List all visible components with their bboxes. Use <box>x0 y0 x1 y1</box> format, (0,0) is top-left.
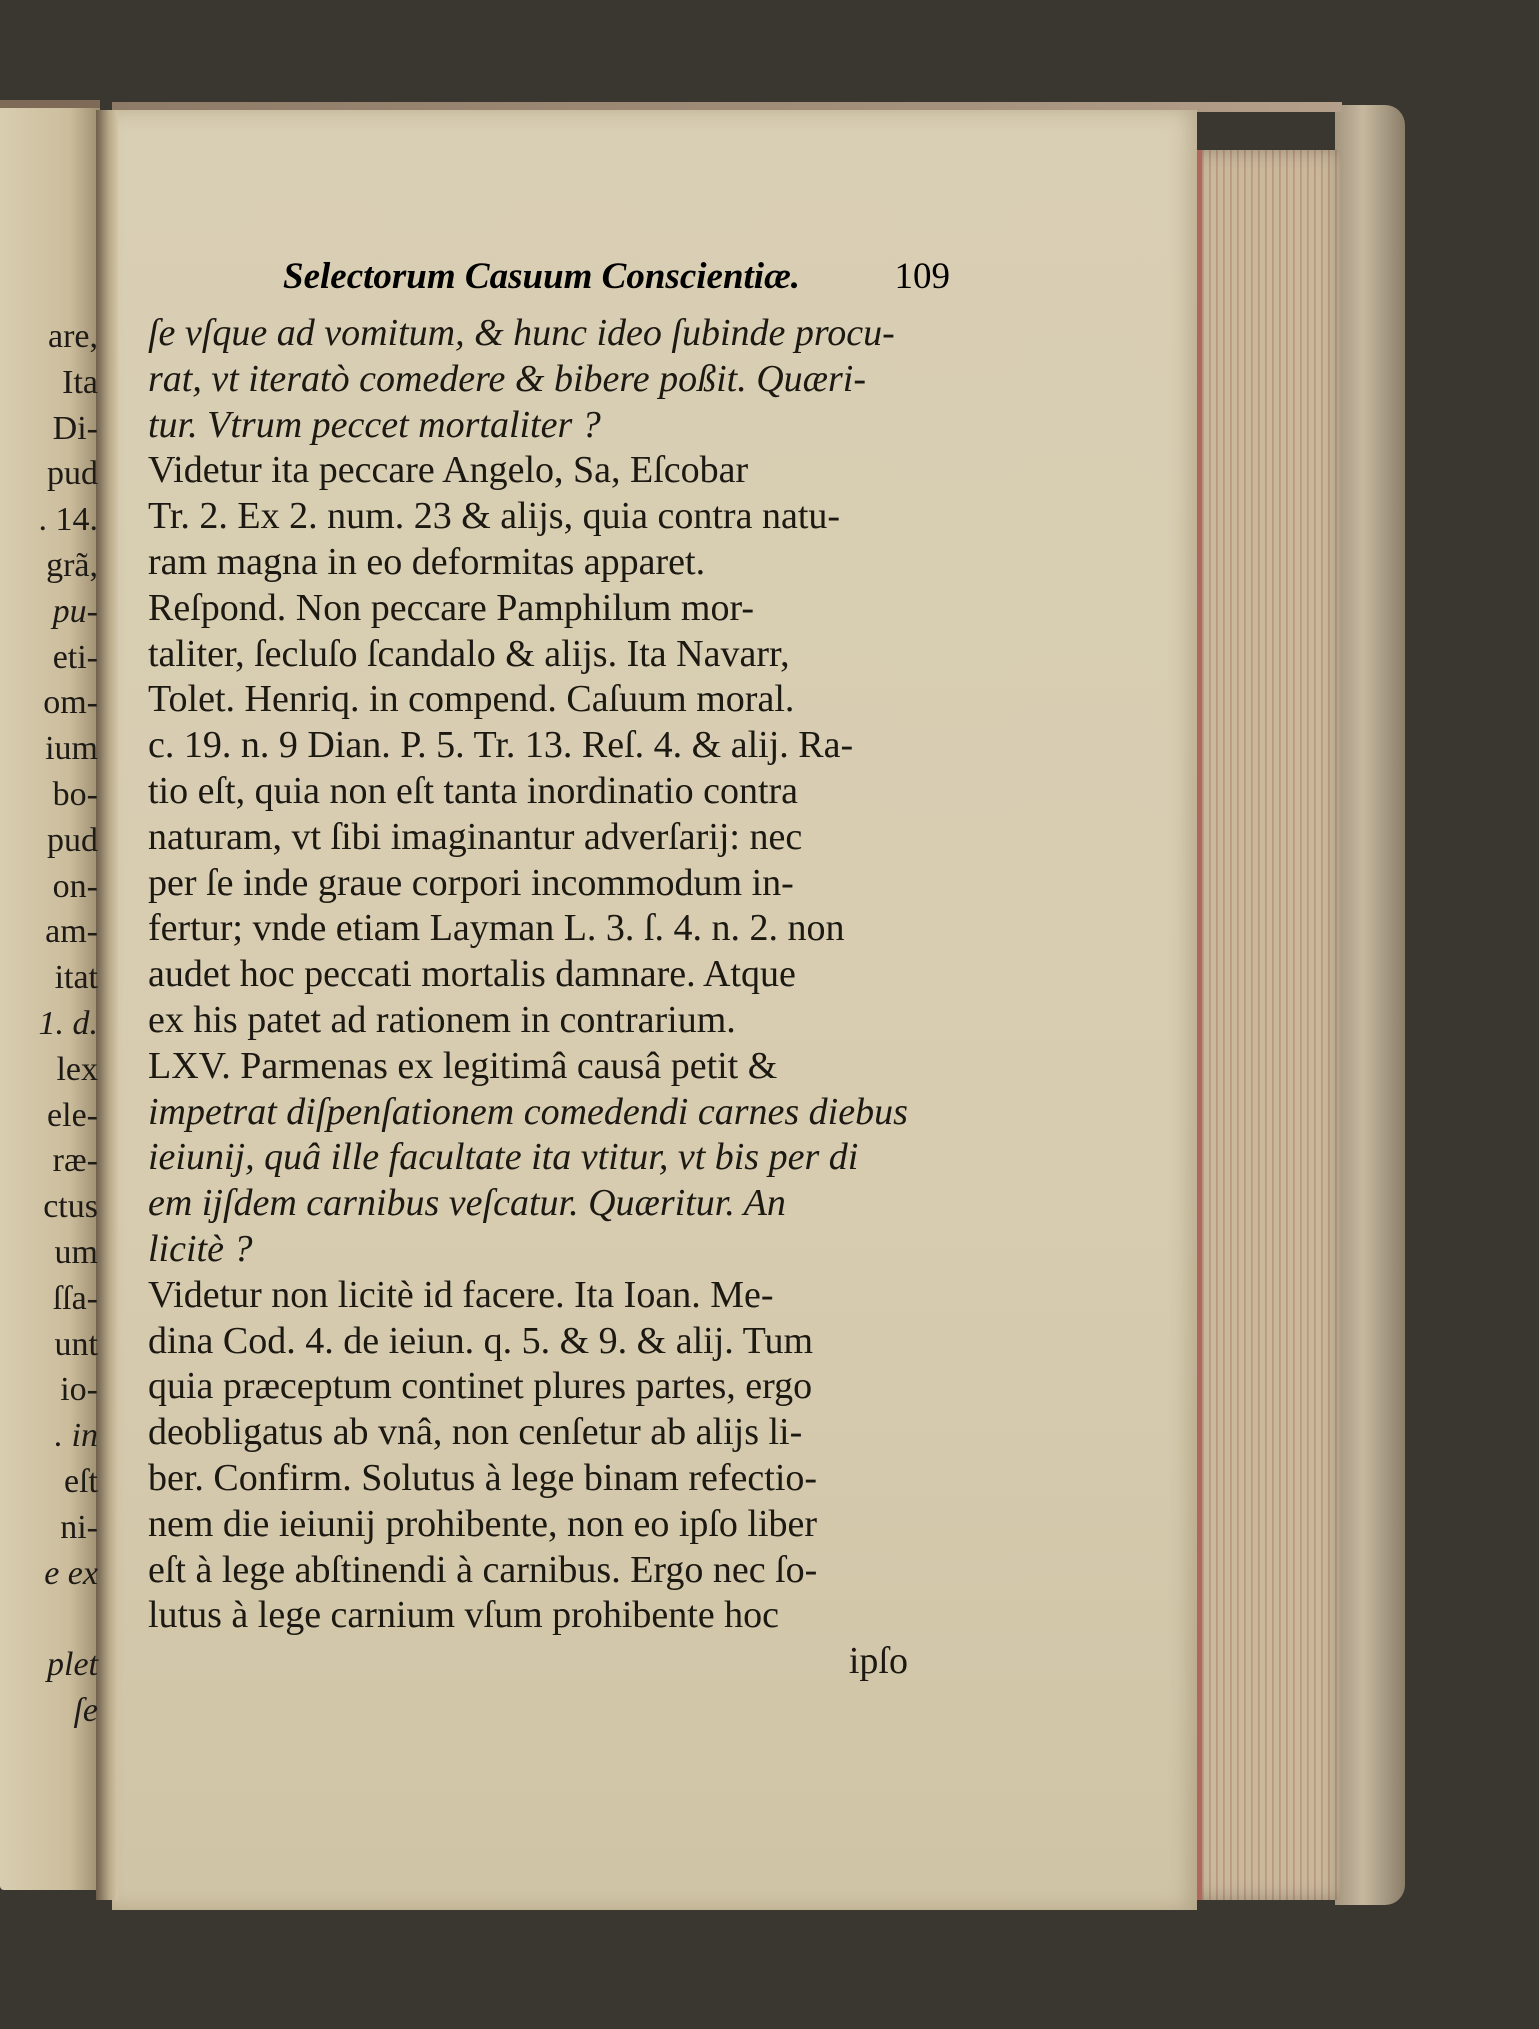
text-line: Videtur non licitè id facere. Ita Ioan. Me- <box>148 1273 774 1316</box>
text-line: impetrat diſpenſationem comedendi carnes diebus <box>148 1090 908 1133</box>
previous-page-line: bo- <box>52 776 98 813</box>
previous-page-line: pud <box>47 821 98 859</box>
text-line: dina Cod. 4. de ieiun. q. 5. & 9. & alij. Tum <box>148 1319 814 1362</box>
previous-page-line: ſſa- <box>52 1279 98 1317</box>
text-line: per ſe inde graue corpori incommodum in- <box>148 861 794 904</box>
previous-page-line: Ita <box>62 363 98 401</box>
previous-page-line: om- <box>43 684 98 722</box>
text-line: Tolet. Henriq. in compend. Caſuum moral. <box>148 678 795 721</box>
text-line: taliter, ſecluſo ſcandalo & alijs. Ita Navarr, <box>148 632 790 675</box>
previous-page-line: ium <box>45 730 98 768</box>
text-line: Reſpond. Non peccare Pamphilum mor- <box>148 586 755 629</box>
text-line: deobligatus ab vnâ, non cenſetur ab alijs li- <box>148 1411 803 1454</box>
previous-page-line: . in <box>54 1417 98 1455</box>
previous-page-line: unt <box>54 1325 98 1363</box>
previous-page-line: 1. d. <box>38 1005 98 1042</box>
previous-page-line: io- <box>60 1371 98 1409</box>
previous-page-line: ctus <box>43 1188 98 1226</box>
text-line: nem die ieiunij prohibente, non eo ipſo liber <box>148 1502 818 1545</box>
text-line: fertur; vnde etiam Layman L. 3. ſ. 4. n. 2. non <box>148 907 845 950</box>
text-line: ber. Confirm. Solutus à lege binam refectio- <box>148 1457 818 1499</box>
text-line: eſt à lege abſtinendi à carnibus. Ergo nec ſo- <box>148 1548 818 1591</box>
text-line: quia præceptum continet plures partes, ergo <box>148 1365 813 1408</box>
page-number: 109 <box>894 256 950 297</box>
previous-page-line: Di- <box>52 409 98 447</box>
previous-page-line: ele- <box>47 1096 98 1134</box>
previous-page-line: ſe <box>73 1692 98 1729</box>
text-line: lutus à lege carnium vſum prohibente hoc <box>148 1594 780 1637</box>
previous-page-line: eſt <box>64 1463 98 1500</box>
previous-page-line: on- <box>52 867 98 905</box>
text-line: Videtur ita peccare Angelo, Sa, Eſcobar <box>148 449 749 492</box>
text-line: ieiunij, quâ ille facultate ita vtitur, vt bis per di <box>148 1136 859 1179</box>
text-line: ipſo <box>848 1640 908 1683</box>
text-line: ex his patet ad rationem in contrarium. <box>148 999 736 1041</box>
previous-page-line: ræ- <box>52 1142 98 1180</box>
page-edge <box>0 100 100 108</box>
previous-page-line: plet <box>47 1646 98 1684</box>
text-line: audet hoc peccati mortalis damnare. Atque <box>148 953 796 996</box>
previous-page-line: lex <box>56 1050 98 1088</box>
text-line: tur. Vtrum peccet mortaliter ? <box>148 403 601 446</box>
text-line: licitè ? <box>148 1228 253 1270</box>
previous-page-line: pu- <box>52 592 98 630</box>
previous-page-line: grã, <box>46 547 98 584</box>
text-line: ſe vſque ad vomitum, & hunc ideo ſubinde procu- <box>148 312 895 354</box>
previous-page-line: ni- <box>60 1508 98 1546</box>
text-line: rat, vt iteratò comedere & bibere poßit. Quæri- <box>148 357 867 400</box>
text-line: Tr. 2. Ex 2. num. 23 & alijs, quia contra natu- <box>148 495 841 538</box>
text-line: tio eſt, quia non eſt tanta inordinatio contra <box>148 770 799 812</box>
text-line: c. 19. n. 9 Dian. P. 5. Tr. 13. Reſ. 4. & alij. Ra- <box>148 724 854 767</box>
book-cover-edge <box>1335 105 1405 1905</box>
previous-page-line: itat <box>54 959 98 997</box>
page-header <box>148 255 948 303</box>
text-line: LXV. Parmenas ex legitimâ causâ petit & <box>148 1044 778 1087</box>
previous-page-line: are, <box>47 318 98 355</box>
running-head: Selectorum Casuum Conscientiæ. <box>283 256 801 297</box>
previous-page-line: . 14. <box>38 501 98 539</box>
previous-page-line: e ex <box>44 1554 98 1592</box>
previous-page-line: am- <box>45 913 98 951</box>
previous-page-line: pud <box>47 455 98 493</box>
previous-page-line: eti- <box>52 638 98 676</box>
previous-page-line: um <box>54 1234 98 1271</box>
gutter <box>96 110 118 1900</box>
text-line: naturam, vt ſibi imaginantur adverſarij: nec <box>148 815 803 858</box>
text-line: em ijſdem carnibus veſcatur. Quæritur. An <box>148 1182 786 1225</box>
fore-edge <box>1190 150 1340 1900</box>
text-line: ram magna in eo deformitas apparet. <box>148 541 706 583</box>
